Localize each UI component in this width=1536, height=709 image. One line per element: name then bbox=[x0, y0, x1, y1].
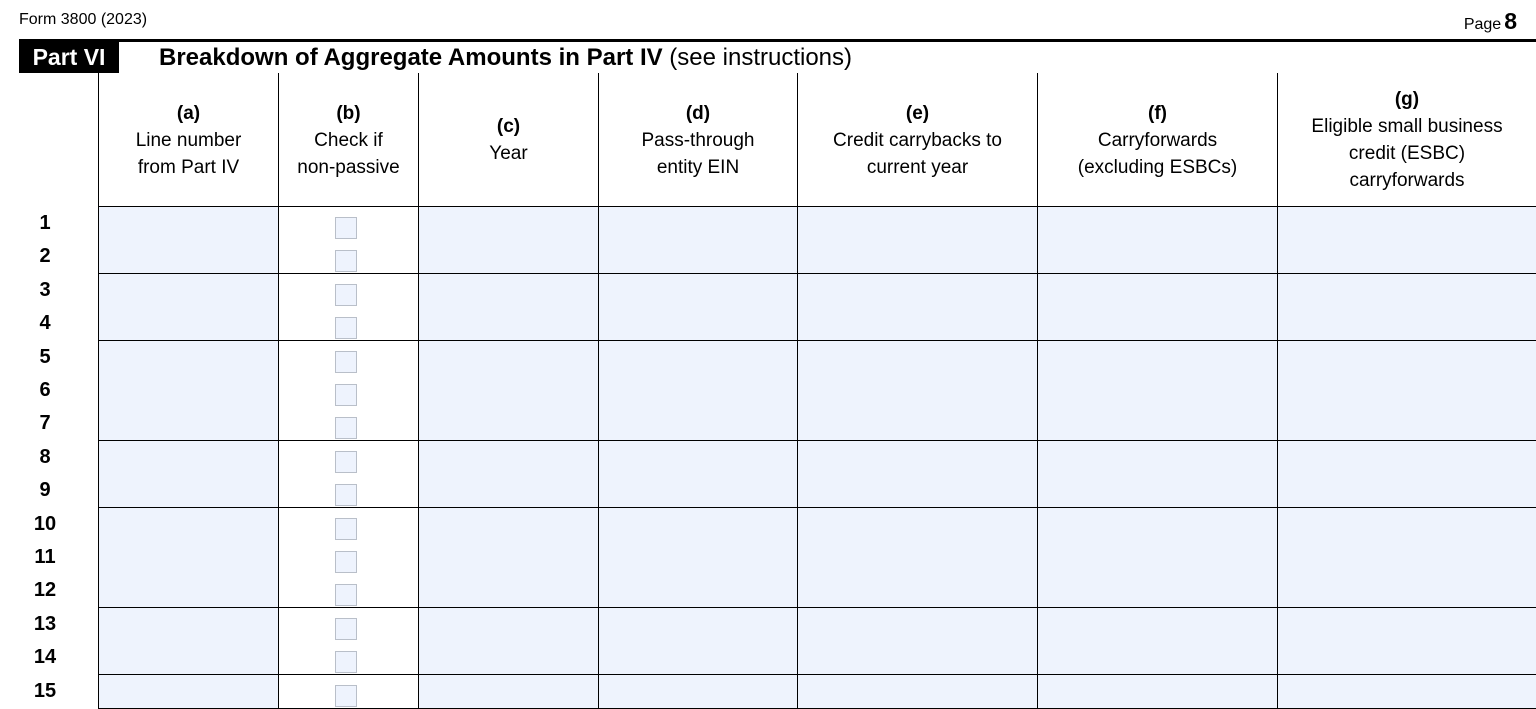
part-title-bold: Breakdown of Aggregate Amounts in Part IV bbox=[159, 44, 663, 71]
row-number: 14 bbox=[33, 646, 57, 669]
input-cell-e[interactable] bbox=[797, 240, 1037, 274]
page-number: 8 bbox=[1504, 8, 1517, 34]
non-passive-checkbox[interactable] bbox=[335, 284, 357, 306]
checkbox-cell bbox=[278, 474, 418, 508]
row-number: 15 bbox=[33, 679, 57, 702]
checkbox-cell bbox=[278, 441, 418, 475]
input-cell-a[interactable] bbox=[98, 608, 278, 642]
input-cell-e[interactable] bbox=[797, 207, 1037, 241]
checkbox-cell bbox=[278, 541, 418, 575]
column-header-a bbox=[98, 73, 278, 207]
table-row bbox=[0, 307, 1536, 340]
table-row bbox=[0, 508, 1536, 541]
row-number: 12 bbox=[33, 579, 57, 602]
input-cell-d[interactable] bbox=[598, 541, 797, 575]
table-row bbox=[0, 574, 1536, 607]
input-cell-a[interactable] bbox=[98, 274, 278, 308]
part-label: Part VI bbox=[19, 42, 119, 73]
table-row bbox=[0, 441, 1536, 474]
non-passive-checkbox[interactable] bbox=[335, 518, 357, 540]
table-row bbox=[0, 608, 1536, 641]
non-passive-checkbox[interactable] bbox=[335, 451, 357, 473]
table-row bbox=[0, 374, 1536, 407]
input-cell-g[interactable] bbox=[1277, 407, 1536, 441]
input-cell-a[interactable] bbox=[98, 374, 278, 408]
non-passive-checkbox[interactable] bbox=[335, 217, 357, 239]
input-cell-f[interactable] bbox=[1037, 441, 1277, 475]
input-cell-e[interactable] bbox=[797, 574, 1037, 608]
non-passive-checkbox[interactable] bbox=[335, 551, 357, 573]
part-header bbox=[19, 39, 1536, 73]
input-cell-e[interactable] bbox=[797, 341, 1037, 375]
non-passive-checkbox[interactable] bbox=[335, 317, 357, 339]
input-cell-g[interactable] bbox=[1277, 307, 1536, 341]
input-cell-d[interactable] bbox=[598, 307, 797, 341]
input-cell-c[interactable] bbox=[418, 641, 598, 675]
input-cell-e[interactable] bbox=[797, 541, 1037, 575]
column-header-text: credit (ESBC) bbox=[1348, 143, 1466, 164]
input-cell-c[interactable] bbox=[418, 508, 598, 542]
checkbox-cell bbox=[278, 374, 418, 408]
table-row bbox=[0, 274, 1536, 307]
input-cell-a[interactable] bbox=[98, 641, 278, 675]
form-id: Form 3800 (2023) bbox=[19, 11, 148, 28]
non-passive-checkbox[interactable] bbox=[335, 384, 357, 406]
input-cell-c[interactable] bbox=[418, 608, 598, 642]
input-cell-a[interactable] bbox=[98, 508, 278, 542]
column-letter: (c) bbox=[496, 116, 521, 137]
input-cell-e[interactable] bbox=[797, 508, 1037, 542]
input-cell-f[interactable] bbox=[1037, 508, 1277, 542]
row-number: 10 bbox=[33, 512, 57, 535]
column-header-text: Year bbox=[489, 143, 528, 164]
input-cell-f[interactable] bbox=[1037, 407, 1277, 441]
input-cell-f[interactable] bbox=[1037, 207, 1277, 241]
input-cell-g[interactable] bbox=[1277, 474, 1536, 508]
non-passive-checkbox[interactable] bbox=[335, 584, 357, 606]
table-row bbox=[0, 675, 1536, 708]
input-cell-c[interactable] bbox=[418, 307, 598, 341]
input-cell-c[interactable] bbox=[418, 240, 598, 274]
input-cell-e[interactable] bbox=[797, 675, 1037, 709]
input-cell-c[interactable] bbox=[418, 274, 598, 308]
column-header-text: Pass-through bbox=[641, 129, 755, 151]
input-cell-d[interactable] bbox=[598, 675, 797, 709]
row-number: 8 bbox=[39, 445, 51, 468]
input-cell-g[interactable] bbox=[1277, 341, 1536, 375]
page-label: Page bbox=[1463, 16, 1502, 33]
column-header-g bbox=[1277, 73, 1536, 207]
row-number: 11 bbox=[34, 546, 56, 568]
input-cell-e[interactable] bbox=[797, 374, 1037, 408]
column-header-text: Line number bbox=[135, 129, 242, 151]
input-cell-f[interactable] bbox=[1037, 274, 1277, 308]
input-cell-a[interactable] bbox=[98, 407, 278, 441]
checkbox-cell bbox=[278, 207, 418, 241]
part-title bbox=[159, 42, 852, 73]
non-passive-checkbox[interactable] bbox=[335, 685, 357, 707]
input-cell-f[interactable] bbox=[1037, 307, 1277, 341]
input-cell-f[interactable] bbox=[1037, 641, 1277, 675]
input-cell-g[interactable] bbox=[1277, 374, 1536, 408]
input-cell-a[interactable] bbox=[98, 341, 278, 375]
input-cell-c[interactable] bbox=[418, 441, 598, 475]
input-cell-d[interactable] bbox=[598, 441, 797, 475]
input-cell-a[interactable] bbox=[98, 574, 278, 608]
table-row bbox=[0, 341, 1536, 374]
table-row bbox=[0, 407, 1536, 440]
input-cell-d[interactable] bbox=[598, 508, 797, 542]
checkbox-cell bbox=[278, 675, 418, 709]
input-cell-e[interactable] bbox=[797, 641, 1037, 675]
input-cell-c[interactable] bbox=[418, 574, 598, 608]
input-cell-d[interactable] bbox=[598, 574, 797, 608]
input-cell-d[interactable] bbox=[598, 274, 797, 308]
input-cell-g[interactable] bbox=[1277, 274, 1536, 308]
column-header-d bbox=[598, 73, 797, 207]
input-cell-g[interactable] bbox=[1277, 207, 1536, 241]
column-letter: (g) bbox=[1394, 89, 1420, 110]
checkbox-cell bbox=[278, 274, 418, 308]
column-letter: (a) bbox=[176, 102, 201, 124]
row-number: 2 bbox=[39, 245, 51, 268]
column-header-c bbox=[418, 73, 598, 207]
input-cell-c[interactable] bbox=[418, 541, 598, 575]
checkbox-cell bbox=[278, 641, 418, 675]
checkbox-cell bbox=[278, 407, 418, 441]
row-number: 9 bbox=[39, 479, 51, 502]
input-cell-e[interactable] bbox=[797, 307, 1037, 341]
input-cell-g[interactable] bbox=[1277, 240, 1536, 274]
input-cell-a[interactable] bbox=[98, 441, 278, 475]
input-cell-f[interactable] bbox=[1037, 608, 1277, 642]
checkbox-cell bbox=[278, 508, 418, 542]
row-number: 1 bbox=[39, 212, 51, 234]
checkbox-cell bbox=[278, 307, 418, 341]
input-cell-g[interactable] bbox=[1277, 508, 1536, 542]
row-number: 13 bbox=[33, 612, 57, 635]
table-row bbox=[0, 641, 1536, 674]
checkbox-cell bbox=[278, 341, 418, 375]
input-cell-e[interactable] bbox=[797, 608, 1037, 642]
column-header-text: entity EIN bbox=[656, 156, 740, 178]
input-cell-f[interactable] bbox=[1037, 240, 1277, 274]
input-cell-f[interactable] bbox=[1037, 675, 1277, 709]
checkbox-cell bbox=[278, 574, 418, 608]
column-header-text: current year bbox=[866, 156, 969, 178]
input-cell-e[interactable] bbox=[797, 274, 1037, 308]
column-header-text: Carryforwards bbox=[1097, 129, 1218, 151]
input-cell-g[interactable] bbox=[1277, 541, 1536, 575]
input-cell-e[interactable] bbox=[797, 441, 1037, 475]
column-letter: (f) bbox=[1148, 102, 1167, 124]
table-row bbox=[0, 541, 1536, 574]
column-letter: (b) bbox=[336, 102, 361, 124]
row-number: 7 bbox=[39, 412, 51, 435]
column-header-f bbox=[1037, 73, 1277, 207]
input-cell-f[interactable] bbox=[1037, 574, 1277, 608]
input-cell-d[interactable] bbox=[598, 240, 797, 274]
input-cell-c[interactable] bbox=[418, 407, 598, 441]
table-row bbox=[0, 207, 1536, 240]
input-cell-f[interactable] bbox=[1037, 341, 1277, 375]
input-cell-a[interactable] bbox=[98, 474, 278, 508]
column-header-text: carryforwards bbox=[1349, 170, 1465, 191]
input-cell-g[interactable] bbox=[1277, 441, 1536, 475]
input-cell-d[interactable] bbox=[598, 207, 797, 241]
column-header-text: Eligible small business bbox=[1311, 116, 1503, 137]
input-cell-g[interactable] bbox=[1277, 608, 1536, 642]
table-row bbox=[0, 474, 1536, 507]
input-cell-g[interactable] bbox=[1277, 574, 1536, 608]
input-cell-e[interactable] bbox=[797, 474, 1037, 508]
non-passive-checkbox[interactable] bbox=[335, 351, 357, 373]
input-cell-a[interactable] bbox=[98, 675, 278, 709]
input-cell-c[interactable] bbox=[418, 374, 598, 408]
column-header-text: (excluding ESBCs) bbox=[1077, 156, 1238, 178]
row-number: 3 bbox=[39, 278, 51, 301]
column-header-text: non-passive bbox=[297, 156, 400, 178]
checkbox-cell bbox=[278, 240, 418, 274]
column-header-e bbox=[797, 73, 1037, 207]
input-cell-c[interactable] bbox=[418, 207, 598, 241]
non-passive-checkbox[interactable] bbox=[335, 417, 357, 439]
column-header-text: Check if bbox=[314, 129, 383, 151]
page-indicator bbox=[1464, 8, 1517, 35]
input-cell-d[interactable] bbox=[598, 474, 797, 508]
input-cell-e[interactable] bbox=[797, 407, 1037, 441]
column-letter: (e) bbox=[905, 102, 930, 124]
input-cell-c[interactable] bbox=[418, 474, 598, 508]
checkbox-cell bbox=[278, 608, 418, 642]
table-row bbox=[0, 240, 1536, 273]
input-cell-a[interactable] bbox=[98, 240, 278, 274]
input-cell-d[interactable] bbox=[598, 341, 797, 375]
column-header-row bbox=[0, 73, 1536, 207]
row-number: 4 bbox=[39, 312, 51, 335]
input-cell-g[interactable] bbox=[1277, 641, 1536, 675]
input-cell-f[interactable] bbox=[1037, 541, 1277, 575]
input-cell-a[interactable] bbox=[98, 541, 278, 575]
column-header-text: from Part IV bbox=[137, 156, 240, 178]
column-header-text: Credit carrybacks to bbox=[833, 129, 1002, 151]
row-number: 6 bbox=[39, 379, 51, 401]
column-header-b bbox=[278, 73, 418, 207]
row-number: 5 bbox=[39, 345, 51, 368]
input-cell-d[interactable] bbox=[598, 374, 797, 408]
input-cell-d[interactable] bbox=[598, 641, 797, 675]
input-cell-c[interactable] bbox=[418, 341, 598, 375]
part-title-note: (see instructions) bbox=[662, 44, 853, 71]
non-passive-checkbox[interactable] bbox=[335, 250, 357, 272]
non-passive-checkbox[interactable] bbox=[335, 651, 357, 673]
input-cell-f[interactable] bbox=[1037, 474, 1277, 508]
non-passive-checkbox[interactable] bbox=[335, 618, 357, 640]
input-cell-a[interactable] bbox=[98, 307, 278, 341]
input-cell-d[interactable] bbox=[598, 608, 797, 642]
input-cell-d[interactable] bbox=[598, 407, 797, 441]
column-letter: (d) bbox=[685, 102, 711, 124]
non-passive-checkbox[interactable] bbox=[335, 484, 357, 506]
input-cell-f[interactable] bbox=[1037, 374, 1277, 408]
input-cell-a[interactable] bbox=[98, 207, 278, 241]
input-cell-c[interactable] bbox=[418, 675, 598, 709]
input-cell-g[interactable] bbox=[1277, 675, 1536, 709]
